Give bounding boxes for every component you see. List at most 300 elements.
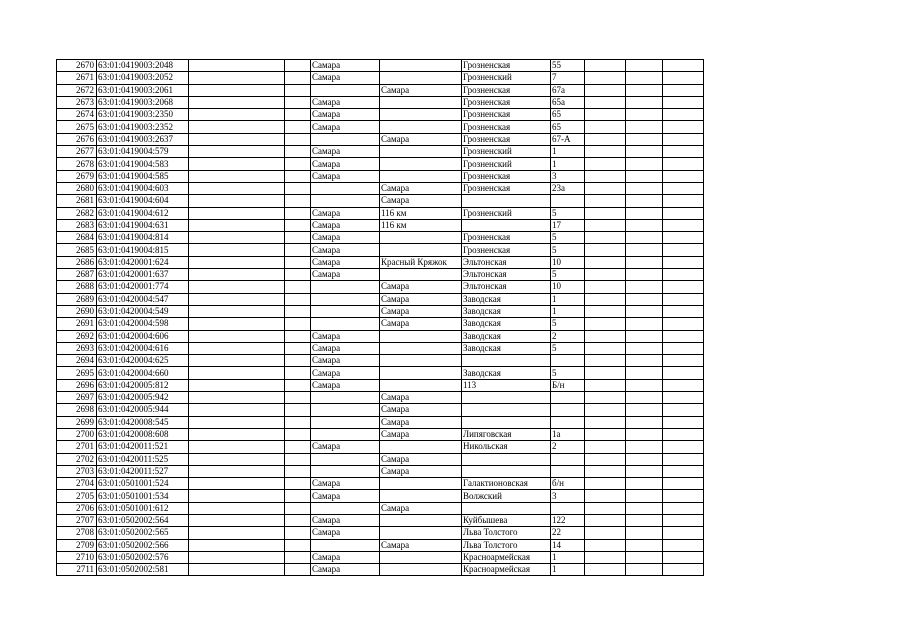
blank-cell-c <box>585 428 626 440</box>
cadastral-number-cell: 63:01:0419004:631 <box>97 219 189 231</box>
city-cell: Самара <box>311 244 380 256</box>
table-row <box>57 330 704 342</box>
city-cell: Самара <box>311 379 380 391</box>
blank-cell-a <box>189 207 285 219</box>
table-row <box>57 527 704 539</box>
blank-cell-c <box>585 379 626 391</box>
blank-cell-e <box>663 293 704 305</box>
cadastral-number-cell: 63:01:0501001:612 <box>97 502 189 514</box>
blank-cell-a <box>189 109 285 121</box>
blank-cell-a <box>189 551 285 563</box>
house-cell: 10 <box>551 256 585 268</box>
blank-cell-a <box>189 305 285 317</box>
house-cell: 5 <box>551 232 585 244</box>
row-number-cell: 2688 <box>57 281 97 293</box>
cadastral-number-cell: 63:01:0502002:566 <box>97 539 189 551</box>
cadastral-number-cell: 63:01:0502002:565 <box>97 527 189 539</box>
table-row <box>57 281 704 293</box>
blank-cell-c <box>585 96 626 108</box>
blank-cell-d <box>626 514 663 526</box>
blank-cell-e <box>663 564 704 576</box>
house-cell: 1 <box>551 158 585 170</box>
blank-cell-e <box>663 551 704 563</box>
street-cell: Грозненский <box>462 207 551 219</box>
locality-cell <box>380 330 462 342</box>
street-cell: Куйбышева <box>462 514 551 526</box>
blank-cell-d <box>626 453 663 465</box>
table-body <box>57 60 704 576</box>
table-row <box>57 195 704 207</box>
table-row <box>57 207 704 219</box>
table-row <box>57 392 704 404</box>
locality-cell <box>380 232 462 244</box>
cadastral-number-cell: 63:01:0420001:624 <box>97 256 189 268</box>
blank-cell-a <box>189 478 285 490</box>
blank-cell-e <box>663 84 704 96</box>
locality-cell <box>380 514 462 526</box>
blank-cell-c <box>585 109 626 121</box>
blank-cell-a <box>189 158 285 170</box>
street-cell: Грозненская <box>462 109 551 121</box>
street-cell: Заводская <box>462 330 551 342</box>
cadastral-number-cell: 63:01:0420004:549 <box>97 305 189 317</box>
locality-cell <box>380 379 462 391</box>
cadastral-number-cell: 63:01:0502002:564 <box>97 514 189 526</box>
blank-cell-e <box>663 305 704 317</box>
row-number-cell: 2694 <box>57 355 97 367</box>
blank-cell-b <box>285 133 311 145</box>
locality-cell: Самара <box>380 416 462 428</box>
cadastral-number-cell: 63:01:0419003:2350 <box>97 109 189 121</box>
cadastral-number-cell: 63:01:0420005:812 <box>97 379 189 391</box>
blank-cell-a <box>189 502 285 514</box>
row-number-cell: 2698 <box>57 404 97 416</box>
blank-cell-e <box>663 207 704 219</box>
city-cell: Самара <box>311 256 380 268</box>
street-cell: Грозненская <box>462 244 551 256</box>
city-cell: Самара <box>311 441 380 453</box>
street-cell <box>462 453 551 465</box>
table-row <box>57 121 704 133</box>
blank-cell-a <box>189 244 285 256</box>
blank-cell-a <box>189 318 285 330</box>
blank-cell-a <box>189 514 285 526</box>
blank-cell-b <box>285 269 311 281</box>
house-cell <box>551 392 585 404</box>
table-row <box>57 551 704 563</box>
city-cell <box>311 195 380 207</box>
blank-cell-b <box>285 281 311 293</box>
locality-cell: Самара <box>380 281 462 293</box>
street-cell <box>462 392 551 404</box>
row-number-cell: 2703 <box>57 465 97 477</box>
house-cell: 5 <box>551 342 585 354</box>
blank-cell-e <box>663 96 704 108</box>
row-number-cell: 2673 <box>57 96 97 108</box>
blank-cell-c <box>585 490 626 502</box>
table-row <box>57 318 704 330</box>
row-number-cell: 2711 <box>57 564 97 576</box>
blank-cell-c <box>585 564 626 576</box>
house-cell: 65 <box>551 109 585 121</box>
street-cell: Льва Толстого <box>462 527 551 539</box>
locality-cell <box>380 527 462 539</box>
table-row <box>57 379 704 391</box>
blank-cell-c <box>585 72 626 84</box>
street-cell: Грозненская <box>462 60 551 72</box>
city-cell <box>311 84 380 96</box>
blank-cell-e <box>663 367 704 379</box>
house-cell: 2 <box>551 441 585 453</box>
house-cell <box>551 404 585 416</box>
blank-cell-c <box>585 84 626 96</box>
locality-cell: Самара <box>380 392 462 404</box>
city-cell <box>311 133 380 145</box>
blank-cell-d <box>626 330 663 342</box>
table-row <box>57 539 704 551</box>
street-cell: Грозненский <box>462 146 551 158</box>
blank-cell-d <box>626 219 663 231</box>
blank-cell-b <box>285 293 311 305</box>
street-cell: Заводская <box>462 367 551 379</box>
city-cell: Самара <box>311 330 380 342</box>
table-row <box>57 453 704 465</box>
cadastral-number-cell: 63:01:0420004:598 <box>97 318 189 330</box>
row-number-cell: 2697 <box>57 392 97 404</box>
table-row <box>57 502 704 514</box>
table-row <box>57 514 704 526</box>
house-cell: 65 <box>551 121 585 133</box>
street-cell: Грозненский <box>462 158 551 170</box>
street-cell: Красноармейская <box>462 564 551 576</box>
table-row <box>57 342 704 354</box>
house-cell: 17 <box>551 219 585 231</box>
row-number-cell: 2710 <box>57 551 97 563</box>
blank-cell-c <box>585 305 626 317</box>
cadastral-number-cell: 63:01:0420011:527 <box>97 465 189 477</box>
blank-cell-a <box>189 416 285 428</box>
locality-cell: 116 км <box>380 219 462 231</box>
city-cell: Самара <box>311 146 380 158</box>
blank-cell-c <box>585 478 626 490</box>
locality-cell <box>380 269 462 281</box>
blank-cell-b <box>285 219 311 231</box>
blank-cell-d <box>626 539 663 551</box>
table-row <box>57 428 704 440</box>
blank-cell-b <box>285 244 311 256</box>
blank-cell-c <box>585 404 626 416</box>
blank-cell-d <box>626 72 663 84</box>
city-cell <box>311 465 380 477</box>
city-cell: Самара <box>311 60 380 72</box>
blank-cell-d <box>626 60 663 72</box>
house-cell: 22 <box>551 527 585 539</box>
house-cell: 23а <box>551 182 585 194</box>
row-number-cell: 2692 <box>57 330 97 342</box>
street-cell: Грозненский <box>462 72 551 84</box>
blank-cell-a <box>189 195 285 207</box>
city-cell: Самара <box>311 96 380 108</box>
blank-cell-b <box>285 441 311 453</box>
blank-cell-c <box>585 146 626 158</box>
blank-cell-c <box>585 256 626 268</box>
row-number-cell: 2683 <box>57 219 97 231</box>
city-cell <box>311 404 380 416</box>
house-cell: 1 <box>551 551 585 563</box>
city-cell: Самара <box>311 269 380 281</box>
cadastral-number-cell: 63:01:0419003:2052 <box>97 72 189 84</box>
table-row <box>57 84 704 96</box>
row-number-cell: 2691 <box>57 318 97 330</box>
locality-cell <box>380 146 462 158</box>
blank-cell-e <box>663 465 704 477</box>
blank-cell-e <box>663 404 704 416</box>
locality-cell <box>380 158 462 170</box>
row-number-cell: 2706 <box>57 502 97 514</box>
blank-cell-e <box>663 182 704 194</box>
house-cell: 5 <box>551 367 585 379</box>
row-number-cell: 2690 <box>57 305 97 317</box>
locality-cell: Самара <box>380 195 462 207</box>
house-cell: 55 <box>551 60 585 72</box>
blank-cell-d <box>626 392 663 404</box>
blank-cell-d <box>626 342 663 354</box>
blank-cell-b <box>285 60 311 72</box>
blank-cell-a <box>189 379 285 391</box>
street-cell: Грозненская <box>462 133 551 145</box>
table-row <box>57 293 704 305</box>
row-number-cell: 2671 <box>57 72 97 84</box>
blank-cell-b <box>285 170 311 182</box>
locality-cell <box>380 342 462 354</box>
row-number-cell: 2677 <box>57 146 97 158</box>
cadastral-number-cell: 63:01:0420001:637 <box>97 269 189 281</box>
table-row <box>57 367 704 379</box>
blank-cell-c <box>585 318 626 330</box>
blank-cell-d <box>626 244 663 256</box>
cadastral-number-cell: 63:01:0420008:545 <box>97 416 189 428</box>
row-number-cell: 2674 <box>57 109 97 121</box>
locality-cell <box>380 478 462 490</box>
cadastral-number-cell: 63:01:0420005:944 <box>97 404 189 416</box>
blank-cell-d <box>626 551 663 563</box>
blank-cell-e <box>663 392 704 404</box>
blank-cell-a <box>189 96 285 108</box>
blank-cell-e <box>663 219 704 231</box>
table-row <box>57 256 704 268</box>
blank-cell-a <box>189 441 285 453</box>
street-cell: Галактионовская <box>462 478 551 490</box>
table-row <box>57 133 704 145</box>
blank-cell-c <box>585 121 626 133</box>
house-cell: б/н <box>551 478 585 490</box>
blank-cell-e <box>663 416 704 428</box>
house-cell <box>551 502 585 514</box>
blank-cell-e <box>663 428 704 440</box>
table-row <box>57 60 704 72</box>
blank-cell-d <box>626 232 663 244</box>
blank-cell-a <box>189 256 285 268</box>
blank-cell-c <box>585 158 626 170</box>
locality-cell <box>380 244 462 256</box>
blank-cell-b <box>285 84 311 96</box>
cadastral-number-cell: 63:01:0419004:815 <box>97 244 189 256</box>
blank-cell-d <box>626 121 663 133</box>
street-cell <box>462 219 551 231</box>
table-row <box>57 478 704 490</box>
blank-cell-b <box>285 392 311 404</box>
house-cell: 5 <box>551 207 585 219</box>
cadastral-number-cell: 63:01:0420011:521 <box>97 441 189 453</box>
row-number-cell: 2682 <box>57 207 97 219</box>
row-number-cell: 2685 <box>57 244 97 256</box>
city-cell <box>311 182 380 194</box>
table-row <box>57 232 704 244</box>
blank-cell-d <box>626 478 663 490</box>
row-number-cell: 2704 <box>57 478 97 490</box>
blank-cell-d <box>626 182 663 194</box>
blank-cell-e <box>663 539 704 551</box>
blank-cell-b <box>285 367 311 379</box>
blank-cell-d <box>626 109 663 121</box>
city-cell <box>311 318 380 330</box>
house-cell: 1 <box>551 305 585 317</box>
blank-cell-d <box>626 318 663 330</box>
blank-cell-e <box>663 109 704 121</box>
blank-cell-b <box>285 453 311 465</box>
blank-cell-c <box>585 293 626 305</box>
street-cell: Заводская <box>462 293 551 305</box>
blank-cell-c <box>585 281 626 293</box>
city-cell: Самара <box>311 121 380 133</box>
blank-cell-c <box>585 133 626 145</box>
street-cell: Липяговская <box>462 428 551 440</box>
blank-cell-a <box>189 219 285 231</box>
house-cell: 14 <box>551 539 585 551</box>
city-cell <box>311 428 380 440</box>
blank-cell-b <box>285 564 311 576</box>
cadastral-number-cell: 63:01:0420004:547 <box>97 293 189 305</box>
blank-cell-b <box>285 502 311 514</box>
house-cell: 1 <box>551 146 585 158</box>
blank-cell-e <box>663 146 704 158</box>
blank-cell-c <box>585 232 626 244</box>
street-cell: Грозненская <box>462 121 551 133</box>
locality-cell: Самара <box>380 465 462 477</box>
blank-cell-d <box>626 490 663 502</box>
row-number-cell: 2695 <box>57 367 97 379</box>
house-cell: 7 <box>551 72 585 84</box>
blank-cell-b <box>285 121 311 133</box>
blank-cell-d <box>626 367 663 379</box>
blank-cell-d <box>626 564 663 576</box>
cadastral-number-cell: 63:01:0420004:660 <box>97 367 189 379</box>
city-cell: Самара <box>311 342 380 354</box>
table-row <box>57 355 704 367</box>
blank-cell-a <box>189 146 285 158</box>
street-cell: Никольская <box>462 441 551 453</box>
blank-cell-d <box>626 96 663 108</box>
blank-cell-b <box>285 146 311 158</box>
blank-cell-d <box>626 269 663 281</box>
blank-cell-a <box>189 182 285 194</box>
street-cell: Льва Толстого <box>462 539 551 551</box>
row-number-cell: 2696 <box>57 379 97 391</box>
blank-cell-e <box>663 195 704 207</box>
street-cell: Грозненская <box>462 170 551 182</box>
row-number-cell: 2708 <box>57 527 97 539</box>
cadastral-number-cell: 63:01:0419003:2352 <box>97 121 189 133</box>
cadastral-number-cell: 63:01:0419004:612 <box>97 207 189 219</box>
locality-cell: Самара <box>380 293 462 305</box>
city-cell: Самара <box>311 478 380 490</box>
blank-cell-d <box>626 416 663 428</box>
cadastral-number-cell: 63:01:0501001:534 <box>97 490 189 502</box>
blank-cell-a <box>189 539 285 551</box>
city-cell <box>311 281 380 293</box>
blank-cell-d <box>626 207 663 219</box>
table-row <box>57 158 704 170</box>
street-cell <box>462 404 551 416</box>
blank-cell-a <box>189 342 285 354</box>
table-row <box>57 305 704 317</box>
house-cell: Б/н <box>551 379 585 391</box>
row-number-cell: 2670 <box>57 60 97 72</box>
city-cell: Самара <box>311 527 380 539</box>
table-row <box>57 465 704 477</box>
locality-cell <box>380 60 462 72</box>
blank-cell-c <box>585 527 626 539</box>
blank-cell-a <box>189 465 285 477</box>
blank-cell-a <box>189 330 285 342</box>
blank-cell-b <box>285 465 311 477</box>
street-cell: Грозненская <box>462 182 551 194</box>
blank-cell-e <box>663 60 704 72</box>
blank-cell-a <box>189 133 285 145</box>
blank-cell-a <box>189 367 285 379</box>
blank-cell-e <box>663 72 704 84</box>
blank-cell-d <box>626 404 663 416</box>
house-cell: 1а <box>551 428 585 440</box>
blank-cell-b <box>285 478 311 490</box>
row-number-cell: 2701 <box>57 441 97 453</box>
city-cell: Самара <box>311 109 380 121</box>
locality-cell <box>380 170 462 182</box>
table-row <box>57 564 704 576</box>
blank-cell-c <box>585 514 626 526</box>
house-cell: 67а <box>551 84 585 96</box>
locality-cell: Красный Кряжок <box>380 256 462 268</box>
blank-cell-c <box>585 502 626 514</box>
street-cell: Эльтонская <box>462 269 551 281</box>
street-cell <box>462 465 551 477</box>
blank-cell-e <box>663 490 704 502</box>
street-cell: Заводская <box>462 342 551 354</box>
house-cell: 1 <box>551 293 585 305</box>
blank-cell-c <box>585 330 626 342</box>
blank-cell-c <box>585 182 626 194</box>
blank-cell-e <box>663 133 704 145</box>
blank-cell-b <box>285 195 311 207</box>
blank-cell-b <box>285 330 311 342</box>
blank-cell-b <box>285 539 311 551</box>
locality-cell <box>380 109 462 121</box>
blank-cell-c <box>585 416 626 428</box>
blank-cell-a <box>189 428 285 440</box>
locality-cell <box>380 72 462 84</box>
cadastral-number-cell: 63:01:0419003:2068 <box>97 96 189 108</box>
cadastral-number-cell: 63:01:0420005:942 <box>97 392 189 404</box>
